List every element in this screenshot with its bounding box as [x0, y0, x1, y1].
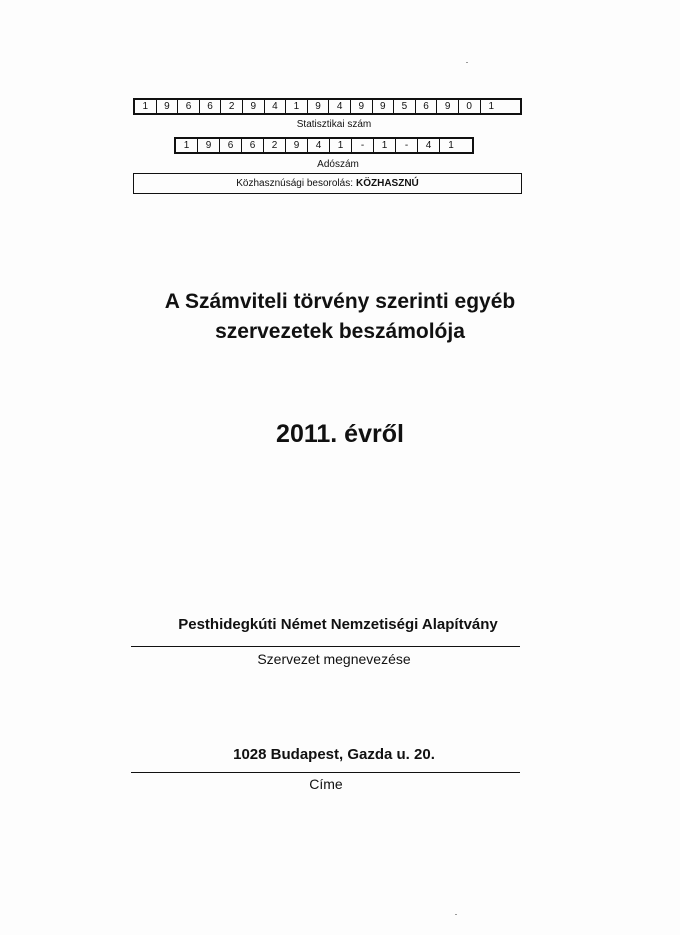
statistical-number-boxes — [133, 98, 522, 115]
digit-box: 1 — [176, 139, 198, 152]
classification-label: Közhasznúsági besorolás: — [236, 178, 353, 189]
address-value: 1028 Budapest, Gazda u. 20. — [233, 746, 435, 763]
digit-box: 4 — [329, 100, 351, 113]
address-label: Címe — [309, 776, 343, 792]
digit-box: 1 — [448, 140, 454, 151]
organization-name-underline — [131, 646, 520, 647]
organization-name: Pesthidegkúti Német Nemzetiségi Alapítvány — [178, 616, 498, 633]
digit-box: 9 — [351, 100, 373, 113]
digit-box: 2 — [221, 100, 243, 113]
scan-speck — [466, 62, 468, 63]
digit-box: 1 — [374, 139, 396, 152]
digit-box: 4 — [418, 139, 440, 152]
digit-box: 1 — [135, 100, 157, 113]
report-year: 2011. évről — [276, 420, 404, 448]
digit-box: 9 — [373, 100, 395, 113]
tax-number-boxes — [174, 137, 474, 154]
tax-number-caption: Adószám — [317, 159, 359, 170]
digit-box: 5 — [394, 100, 416, 113]
report-title-line-1: A Számviteli törvény szerinti egyéb — [164, 290, 516, 313]
digit-box: 9 — [286, 139, 308, 152]
digit-box: 9 — [308, 100, 330, 113]
digit-box: 6 — [178, 100, 200, 113]
report-title-line-2: szervezetek beszámolója — [215, 320, 465, 343]
digit-box: 1 — [488, 101, 495, 112]
statistical-number-caption: Statisztikai szám — [296, 119, 372, 130]
digit-box: 9 — [243, 100, 265, 113]
digit-box: 6 — [416, 100, 438, 113]
organization-name-label: Szervezet megnevezése — [257, 651, 411, 667]
digit-box: 4 — [308, 139, 330, 152]
digit-box: - — [396, 139, 418, 152]
classification-box — [133, 173, 522, 194]
scan-speck — [455, 914, 457, 915]
digit-box: 9 — [157, 100, 179, 113]
address-underline — [131, 772, 520, 773]
digit-box: 6 — [200, 100, 222, 113]
digit-box: 9 — [437, 100, 459, 113]
digit-box: 9 — [198, 139, 220, 152]
digit-box: 6 — [242, 139, 264, 152]
digit-box: 1 — [330, 139, 352, 152]
digit-box: 6 — [220, 139, 242, 152]
digit-box: 2 — [264, 139, 286, 152]
digit-box: 1 — [286, 100, 308, 113]
digit-box: 0 — [459, 100, 481, 113]
classification-value: KÖZHASZNÚ — [355, 178, 419, 189]
digit-box: 4 — [265, 100, 287, 113]
digit-box: - — [352, 139, 374, 152]
